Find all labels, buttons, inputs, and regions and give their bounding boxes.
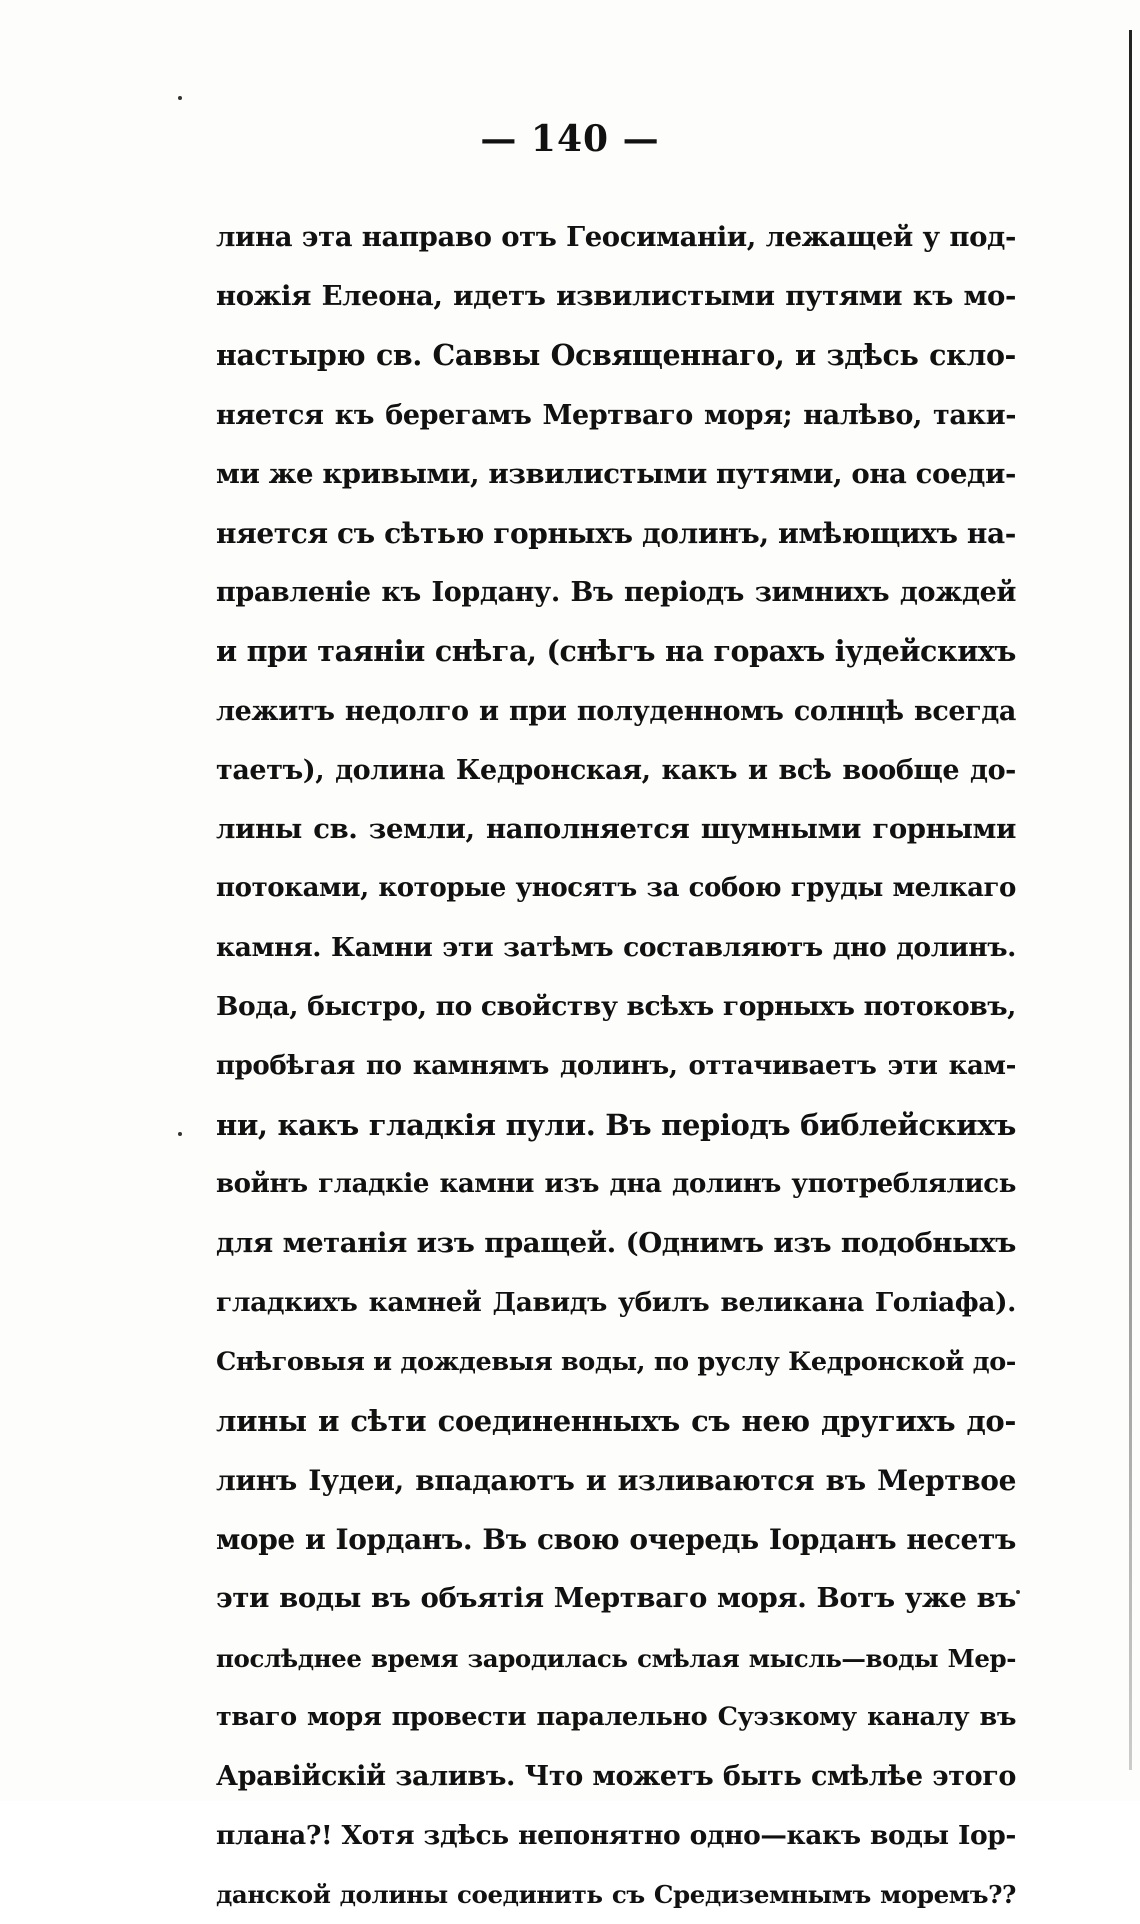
text-line: войнъ гладкіе камни изъ дна долинъ употреблялись (216, 1169, 1016, 1199)
text-line: няется съ сѣтью горныхъ долинъ, имѣющихъ на- (216, 516, 1016, 550)
body-text (216, 208, 1016, 1924)
text-line: море и Іорданъ. Въ свою очередь Іорданъ несетъ (216, 1523, 1016, 1557)
text-line: тваго моря провести паралельно Суэзкому каналу въ (216, 1701, 1016, 1732)
text-line: настырю св. Саввы Освященнаго, и здѣсь скло- (216, 338, 1016, 373)
ink-speck (1016, 1590, 1020, 1594)
text-line: няется къ берегамъ Мертваго моря; налѣво, таки- (216, 399, 1016, 431)
text-line: правленіе къ Іордану. Въ періодъ зимнихъ дождей (216, 577, 1016, 609)
ink-speck (178, 96, 182, 100)
text-line: для метанія изъ пращей. (Однимъ изъ подобныхъ (216, 1227, 1016, 1260)
page-number: — 140 — (480, 118, 660, 160)
page-edge-shadow (1129, 30, 1132, 1770)
text-line: лины и сѣти соединенныхъ съ нею другихъ до- (216, 1403, 1016, 1438)
text-line: таетъ), долина Кедронская, какъ и всѣ вообще до- (216, 754, 1016, 786)
text-line: Аравійскій заливъ. Что можетъ быть смѣлѣе этого (216, 1760, 1016, 1792)
text-line: эти воды въ объятія Мертваго моря. Вотъ уже въ (216, 1582, 1016, 1615)
text-line: лина эта направо отъ Геосиманіи, лежащей у под- (216, 221, 1016, 253)
text-line: пробѣгая по камнямъ долинъ, оттачиваетъ эти кам- (216, 1050, 1016, 1081)
text-line: лежитъ недолго и при полуденномъ солнцѣ всегда (216, 695, 1016, 727)
text-line: послѣднее время зародилась смѣлая мысль—воды Мер- (216, 1643, 1016, 1673)
text-line: потоками, которые уносятъ за собою груды мелкаго (216, 873, 1016, 904)
text-line: гладкихъ камней Давидъ убилъ великана Голіафа). (216, 1287, 1016, 1319)
text-line: ми же кривыми, извилистыми путями, она соеди- (216, 457, 1016, 490)
text-line: плана?! Хотя здѣсь непонятно одно—какъ воды Іор- (216, 1820, 1016, 1852)
text-line: камня. Камни эти затѣмъ составляютъ дно долинъ. (216, 932, 1016, 964)
text-line: Вода, быстро, по свойству всѣхъ горныхъ потоковъ, (216, 991, 1016, 1023)
text-line: Снѣговыя и дождевыя воды, по руслу Кедронской до- (216, 1346, 1016, 1377)
text-line: данской долины соединить съ Средиземнымъ моремъ?? (216, 1880, 1016, 1910)
text-line: ножія Елеона, идетъ извилистыми путями къ мо- (216, 280, 1016, 313)
text-line: лины св. земли, наполняется шумными горными (216, 812, 1016, 845)
text-line: линъ Іудеи, впадаютъ и изливаются въ Мертвое (216, 1463, 1016, 1497)
text-line: и при таяніи снѣга, (снѣгъ на горахъ іудейскихъ (216, 634, 1016, 669)
text-line: ни, какъ гладкія пули. Въ періодъ библейскихъ (216, 1107, 1016, 1142)
ink-speck (178, 1132, 182, 1136)
